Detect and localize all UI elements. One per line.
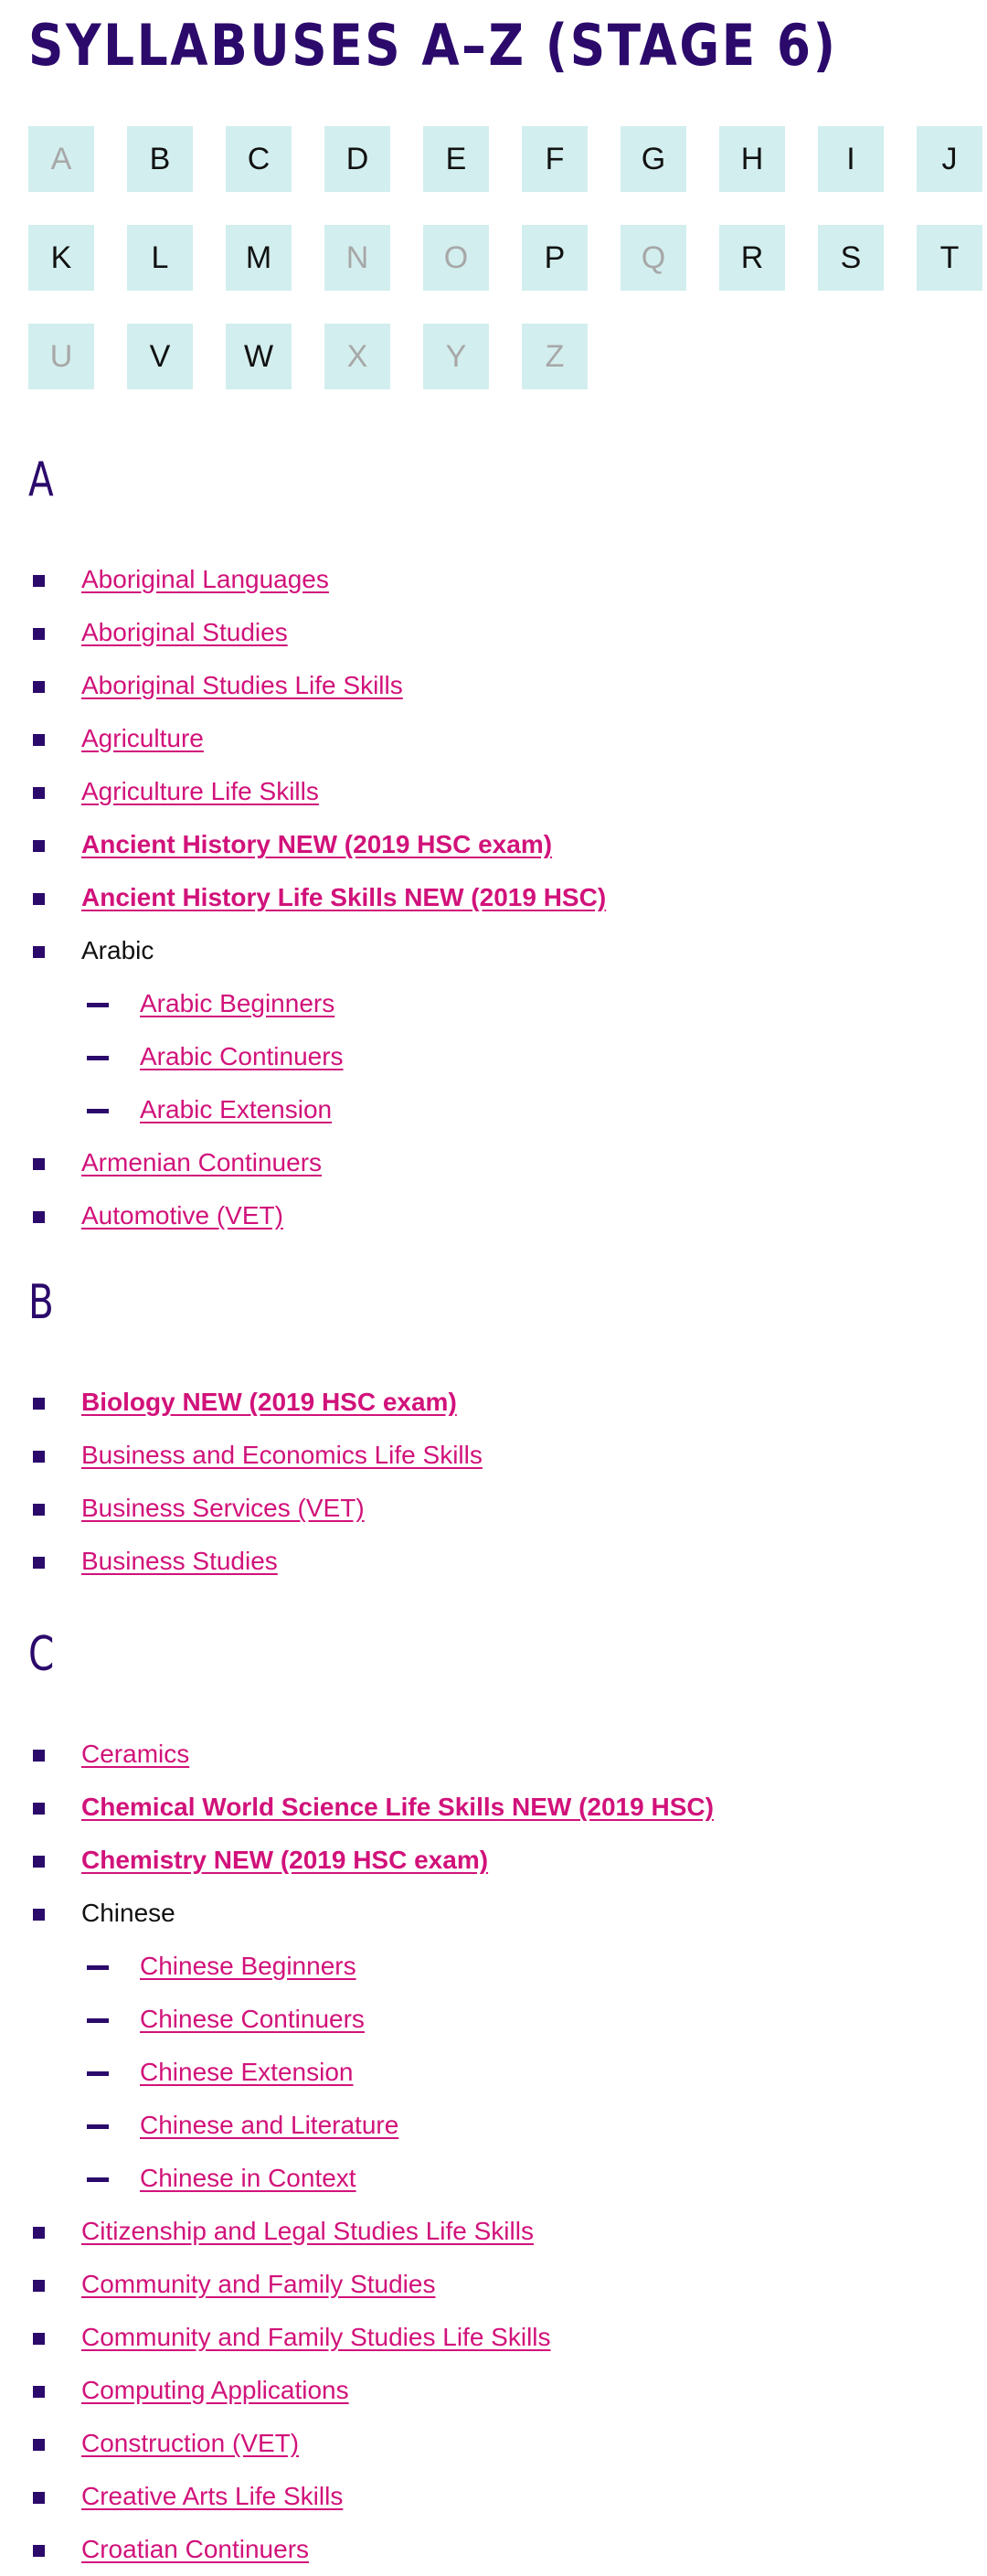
square-bullet-icon	[33, 1909, 45, 1921]
syllabus-link[interactable]: Ceramics	[81, 1740, 190, 1768]
list-item	[28, 2523, 959, 2576]
square-bullet-icon	[33, 1803, 45, 1815]
list-item	[28, 712, 959, 765]
dash-bullet-icon	[87, 2071, 109, 2076]
square-bullet-icon	[33, 2439, 45, 2451]
list-item	[28, 1728, 959, 1781]
list-item	[28, 1993, 959, 2046]
az-letter-i[interactable]: I	[818, 126, 884, 192]
square-bullet-icon	[33, 2545, 45, 2557]
list-item	[28, 2046, 959, 2099]
az-letter-r[interactable]: R	[719, 225, 785, 291]
square-bullet-icon	[33, 2227, 45, 2239]
square-bullet-icon	[33, 1504, 45, 1516]
list-item	[28, 553, 959, 606]
az-letter-k[interactable]: K	[28, 225, 94, 291]
square-bullet-icon	[33, 734, 45, 746]
square-bullet-icon	[33, 575, 45, 587]
syllabus-link[interactable]: Community and Family Studies Life Skills	[81, 2323, 551, 2351]
syllabus-link[interactable]: Aboriginal Studies Life Skills	[81, 671, 403, 699]
square-bullet-icon	[33, 2386, 45, 2398]
list-item	[28, 1482, 959, 1535]
list-item	[28, 1429, 959, 1482]
syllabus-link[interactable]: Arabic Continuers	[140, 1042, 344, 1070]
az-letter-z: Z	[522, 324, 588, 389]
dash-bullet-icon	[87, 2124, 109, 2129]
list-item	[28, 1136, 959, 1189]
list-item	[28, 977, 959, 1030]
square-bullet-icon	[33, 840, 45, 852]
syllabus-link[interactable]: Construction (VET)	[81, 2429, 300, 2457]
list-item	[28, 924, 959, 977]
section-list-a	[28, 553, 959, 1242]
list-item	[28, 606, 959, 659]
list-item	[28, 2099, 959, 2152]
square-bullet-icon	[33, 1398, 45, 1410]
list-item	[28, 1030, 959, 1083]
dash-bullet-icon	[87, 1003, 109, 1007]
section-heading-a: A	[28, 452, 54, 507]
square-bullet-icon	[33, 1451, 45, 1463]
square-bullet-icon	[33, 2280, 45, 2292]
az-letter-y: Y	[423, 324, 489, 389]
syllabus-link[interactable]: Chinese Beginners	[140, 1952, 356, 1980]
list-item	[28, 1834, 959, 1887]
syllabus-link[interactable]: Aboriginal Languages	[81, 565, 329, 593]
syllabus-link[interactable]: Armenian Continuers	[81, 1148, 323, 1176]
square-bullet-icon	[33, 1557, 45, 1569]
az-letter-s[interactable]: S	[818, 225, 884, 291]
square-bullet-icon	[33, 946, 45, 958]
square-bullet-icon	[33, 2492, 45, 2504]
list-item	[28, 2258, 959, 2311]
syllabus-link[interactable]: Creative Arts Life Skills	[81, 2482, 344, 2510]
list-item	[28, 659, 959, 712]
syllabus-link[interactable]: Business Services (VET)	[81, 1494, 365, 1522]
syllabus-link[interactable]: Automotive (VET)	[81, 1201, 283, 1229]
square-bullet-icon	[33, 681, 45, 693]
syllabus-link[interactable]: Aboriginal Studies	[81, 618, 288, 646]
syllabus-link[interactable]: Chinese Extension	[140, 2058, 354, 2086]
syllabus-link[interactable]: Chemistry NEW (2019 HSC exam)	[81, 1846, 489, 1874]
list-item	[28, 2364, 959, 2417]
square-bullet-icon	[33, 1856, 45, 1868]
list-item	[28, 2417, 959, 2470]
syllabus-link[interactable]: Arabic Extension	[140, 1095, 333, 1123]
az-letter-t[interactable]: T	[917, 225, 982, 291]
az-letter-u: U	[28, 324, 94, 389]
az-letter-d[interactable]: D	[324, 126, 390, 192]
az-letter-m[interactable]: M	[226, 225, 292, 291]
list-item	[28, 2205, 959, 2258]
syllabus-link[interactable]: Chinese in Context	[140, 2164, 356, 2192]
syllabus-link[interactable]: Chemical World Science Life Skills NEW (2019 HSC)	[81, 1793, 714, 1821]
dash-bullet-icon	[87, 1109, 109, 1113]
group-label: Arabic	[81, 936, 154, 964]
syllabus-link[interactable]: Arabic Beginners	[140, 989, 335, 1017]
az-letter-o: O	[423, 225, 489, 291]
az-letter-q: Q	[621, 225, 686, 291]
square-bullet-icon	[33, 1211, 45, 1223]
page	[0, 0, 987, 455]
section-heading-c: C	[28, 1627, 55, 1682]
az-letter-x: X	[324, 324, 390, 389]
group-label: Chinese	[81, 1899, 175, 1927]
list-item	[28, 2152, 959, 2205]
list-item	[28, 871, 959, 924]
list-item	[28, 765, 959, 818]
az-letter-a: A	[28, 126, 94, 192]
syllabus-link[interactable]: Agriculture Life Skills	[81, 777, 319, 805]
syllabus-link[interactable]: Community and Family Studies	[81, 2270, 436, 2298]
az-letter-f[interactable]: F	[522, 126, 588, 192]
dash-bullet-icon	[87, 1965, 109, 1970]
syllabus-link[interactable]: Chinese Continuers	[140, 2005, 365, 2033]
square-bullet-icon	[33, 893, 45, 905]
az-letter-h[interactable]: H	[719, 126, 785, 192]
syllabus-link[interactable]: Croatian Continuers	[81, 2535, 310, 2563]
az-letter-g[interactable]: G	[621, 126, 686, 192]
az-letter-c[interactable]: C	[226, 126, 292, 192]
square-bullet-icon	[33, 1158, 45, 1170]
list-item	[28, 1189, 959, 1242]
dash-bullet-icon	[87, 2018, 109, 2023]
square-bullet-icon	[33, 787, 45, 799]
az-letter-n: N	[324, 225, 390, 291]
square-bullet-icon	[33, 628, 45, 640]
list-item	[28, 1083, 959, 1136]
syllabus-link[interactable]: Biology NEW (2019 HSC exam)	[81, 1388, 457, 1416]
section-list-c	[28, 1728, 959, 2576]
az-letter-v[interactable]: V	[127, 324, 193, 389]
az-letter-l[interactable]: L	[127, 225, 193, 291]
list-item	[28, 2311, 959, 2364]
az-letter-b[interactable]: B	[127, 126, 193, 192]
az-letter-j[interactable]: J	[917, 126, 982, 192]
list-item	[28, 1781, 959, 1834]
syllabus-link[interactable]: Chinese and Literature	[140, 2111, 399, 2139]
dash-bullet-icon	[87, 1056, 109, 1060]
az-letter-e[interactable]: E	[423, 126, 489, 192]
page-title: SYLLABUSES A–Z (STAGE 6)	[28, 12, 838, 79]
syllabus-link[interactable]: Business Studies	[81, 1547, 278, 1575]
a-z-navigation	[28, 126, 959, 455]
az-letter-w[interactable]: W	[226, 324, 292, 389]
syllabus-link[interactable]: Business and Economics Life Skills	[81, 1441, 483, 1469]
syllabus-link[interactable]: Computing Applications	[81, 2376, 349, 2404]
syllabus-link[interactable]: Ancient History Life Skills NEW (2019 HSC)	[81, 883, 607, 911]
section-list-b	[28, 1376, 959, 1588]
syllabus-link[interactable]: Citizenship and Legal Studies Life Skills	[81, 2217, 534, 2245]
square-bullet-icon	[33, 2333, 45, 2345]
az-letter-p[interactable]: P	[522, 225, 588, 291]
list-item	[28, 1535, 959, 1588]
list-item	[28, 818, 959, 871]
list-item	[28, 1940, 959, 1993]
section-heading-b: B	[28, 1275, 54, 1330]
list-item	[28, 1887, 959, 1940]
syllabus-link[interactable]: Ancient History NEW (2019 HSC exam)	[81, 830, 553, 858]
list-item	[28, 1376, 959, 1429]
syllabus-link[interactable]: Agriculture	[81, 724, 204, 752]
list-item	[28, 2470, 959, 2523]
dash-bullet-icon	[87, 2177, 109, 2182]
square-bullet-icon	[33, 1750, 45, 1762]
